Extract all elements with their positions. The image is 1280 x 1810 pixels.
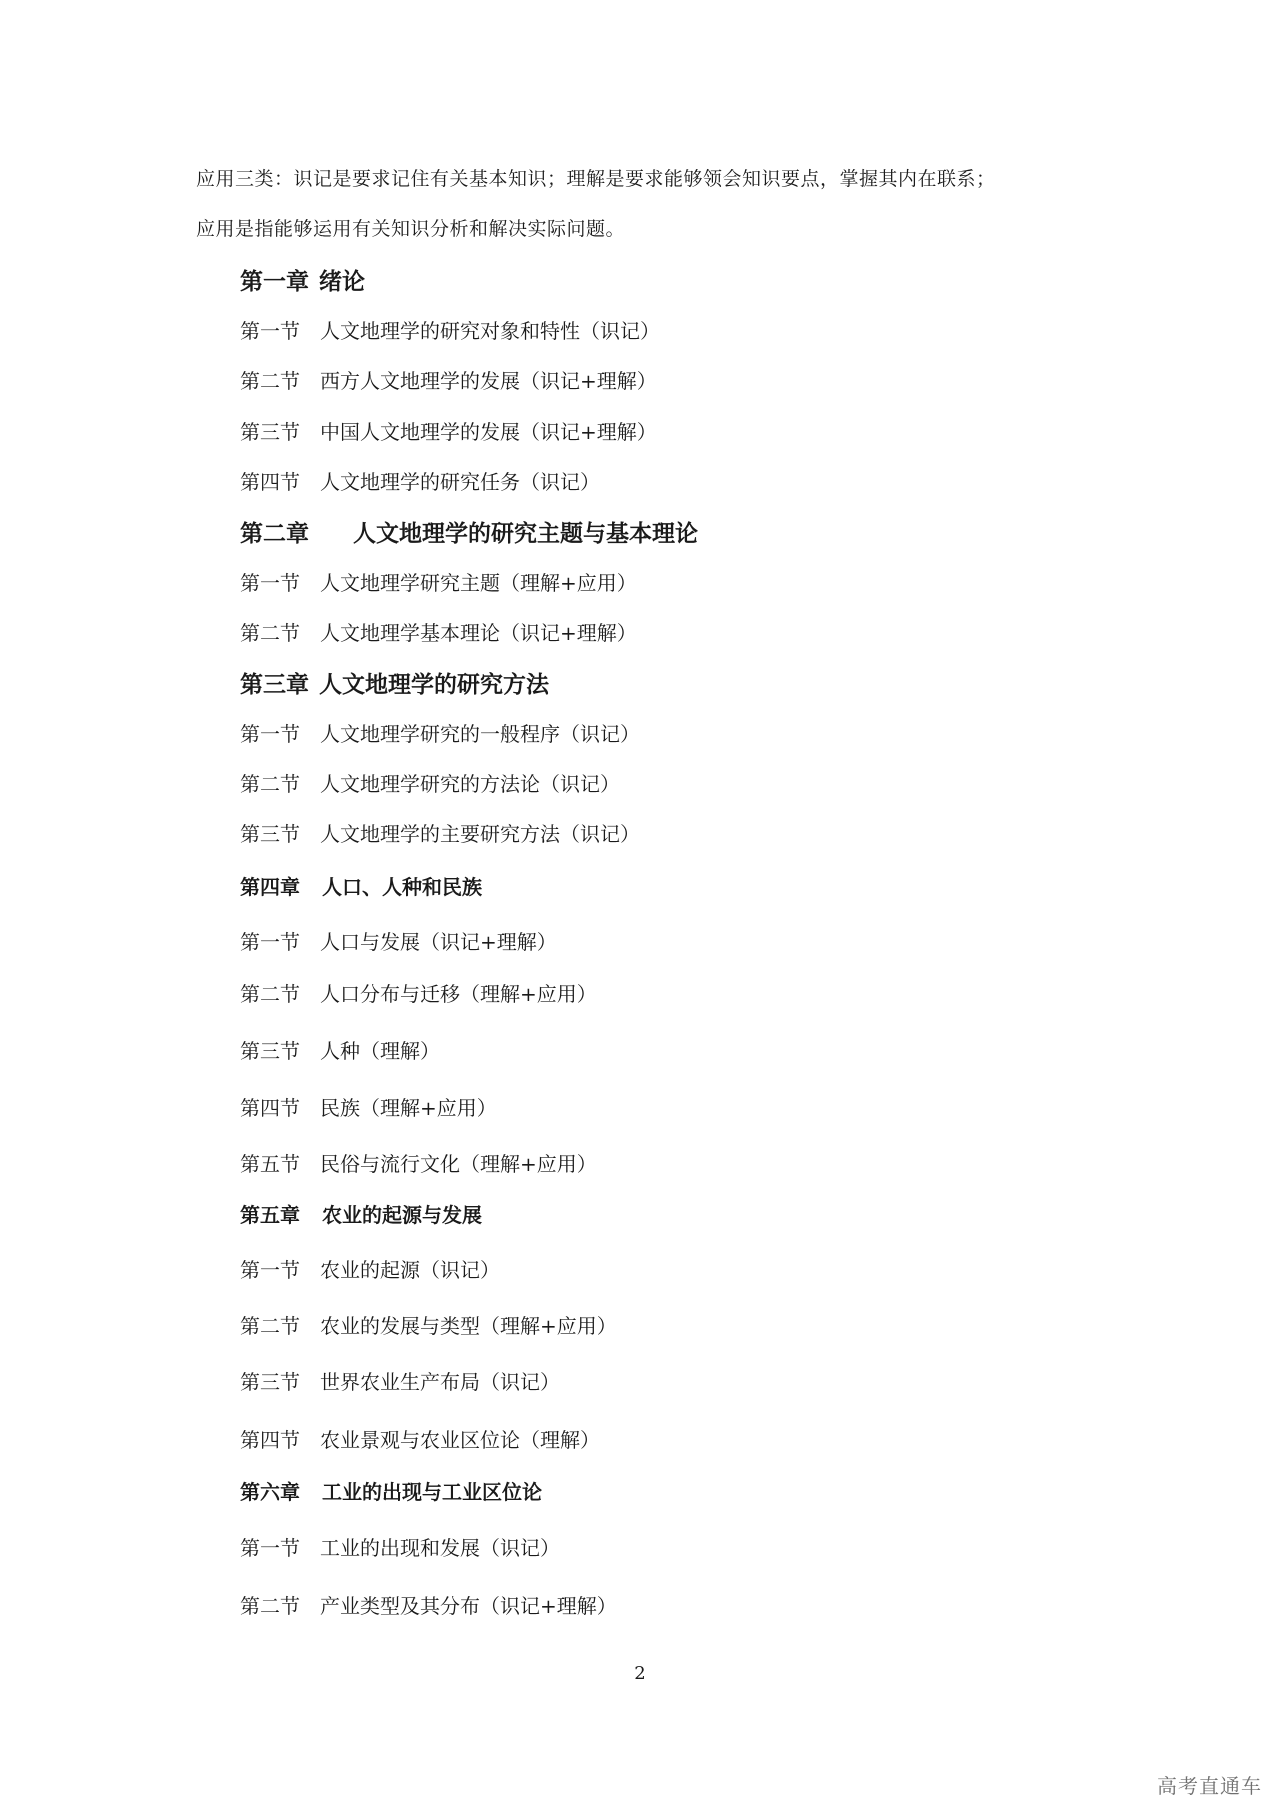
chapter-2-section-2	[240, 623, 637, 643]
chapter-number: 第四章	[240, 875, 300, 899]
section-title: 人文地理学研究的方法论（识记）	[320, 772, 620, 796]
chapter-5-section-1	[240, 1260, 500, 1280]
section-number: 第一节	[240, 319, 300, 343]
chapter-title: 绪论	[319, 268, 365, 295]
section-number: 第一节	[240, 1258, 300, 1282]
chapter-title: 人文地理学的研究主题与基本理论	[353, 520, 698, 547]
section-number: 第四节	[240, 470, 300, 494]
section-title: 人文地理学的研究任务（识记）	[320, 470, 600, 494]
section-number: 第一节	[240, 571, 300, 595]
section-title: 人文地理学的研究对象和特性（识记）	[320, 319, 660, 343]
section-title: 农业景观与农业区位论（理解）	[320, 1428, 600, 1452]
section-title: 人文地理学研究主题（理解+应用）	[320, 571, 637, 595]
chapter-5-section-2	[240, 1316, 617, 1336]
section-number: 第二节	[240, 772, 300, 796]
section-number: 第二节	[240, 1314, 300, 1338]
chapter-title: 人口、人种和民族	[322, 875, 482, 899]
intro-line-2: 应用是指能够运用有关知识分析和解决实际问题。	[196, 218, 626, 240]
chapter-number: 第一章	[240, 268, 309, 295]
watermark-text: 高考直通车	[1157, 1774, 1262, 1798]
chapter-number: 第三章	[240, 671, 309, 698]
section-title: 中国人文地理学的发展（识记+理解）	[320, 420, 657, 444]
chapter-6-heading	[240, 1482, 542, 1502]
chapter-number: 第六章	[240, 1480, 300, 1504]
section-number: 第一节	[240, 930, 300, 954]
chapter-3-section-3	[240, 824, 640, 844]
section-title: 人口与发展（识记+理解）	[320, 930, 557, 954]
section-number: 第四节	[240, 1428, 300, 1452]
section-title: 农业的起源（识记）	[320, 1258, 500, 1282]
chapter-3-section-1	[240, 724, 640, 744]
section-title: 农业的发展与类型（理解+应用）	[320, 1314, 617, 1338]
section-title: 民俗与流行文化（理解+应用）	[320, 1152, 597, 1176]
section-title: 人文地理学的主要研究方法（识记）	[320, 822, 640, 846]
chapter-1-section-4	[240, 472, 600, 492]
section-number: 第二节	[240, 1594, 300, 1618]
chapter-title: 农业的起源与发展	[322, 1203, 482, 1227]
section-title: 西方人文地理学的发展（识记+理解）	[320, 369, 657, 393]
chapter-6-section-2	[240, 1596, 617, 1616]
section-title: 世界农业生产布局（识记）	[320, 1370, 560, 1394]
chapter-4-heading	[240, 877, 482, 897]
chapter-3-heading	[240, 673, 549, 696]
chapter-title: 工业的出现与工业区位论	[322, 1480, 542, 1504]
chapter-4-section-2	[240, 984, 597, 1004]
section-title: 工业的出现和发展（识记）	[320, 1536, 560, 1560]
section-number: 第一节	[240, 722, 300, 746]
section-number: 第五节	[240, 1152, 300, 1176]
chapter-3-section-2	[240, 774, 620, 794]
section-number: 第二节	[240, 982, 300, 1006]
section-number: 第三节	[240, 1039, 300, 1063]
section-number: 第三节	[240, 420, 300, 444]
chapter-4-section-5	[240, 1154, 597, 1174]
chapter-1-section-1	[240, 321, 660, 341]
chapter-number: 第二章	[240, 520, 309, 547]
chapter-1-section-2	[240, 371, 657, 391]
chapter-1-heading	[240, 270, 365, 293]
chapter-5-section-4	[240, 1430, 600, 1450]
chapter-1-section-3	[240, 422, 657, 442]
chapter-6-section-1	[240, 1538, 560, 1558]
section-title: 人种（理解）	[320, 1039, 440, 1063]
chapter-5-heading	[240, 1205, 482, 1225]
chapter-2-section-1	[240, 573, 637, 593]
section-title: 人文地理学基本理论（识记+理解）	[320, 621, 637, 645]
section-number: 第二节	[240, 369, 300, 393]
section-number: 第二节	[240, 621, 300, 645]
section-title: 民族（理解+应用）	[320, 1096, 497, 1120]
chapter-5-section-3	[240, 1372, 560, 1392]
chapter-number: 第五章	[240, 1203, 300, 1227]
section-number: 第三节	[240, 1370, 300, 1394]
section-number: 第三节	[240, 822, 300, 846]
chapter-4-section-4	[240, 1098, 497, 1118]
page-number: 2	[634, 1663, 646, 1684]
section-title: 产业类型及其分布（识记+理解）	[320, 1594, 617, 1618]
section-title: 人文地理学研究的一般程序（识记）	[320, 722, 640, 746]
chapter-2-heading	[240, 522, 698, 545]
section-title: 人口分布与迁移（理解+应用）	[320, 982, 597, 1006]
chapter-title: 人文地理学的研究方法	[319, 671, 549, 698]
section-number: 第一节	[240, 1536, 300, 1560]
chapter-4-section-1	[240, 932, 557, 952]
chapter-4-section-3	[240, 1041, 440, 1061]
intro-line-1: 应用三类：识记是要求记住有关基本知识；理解是要求能够领会知识要点，掌握其内在联系；	[196, 168, 996, 190]
section-number: 第四节	[240, 1096, 300, 1120]
